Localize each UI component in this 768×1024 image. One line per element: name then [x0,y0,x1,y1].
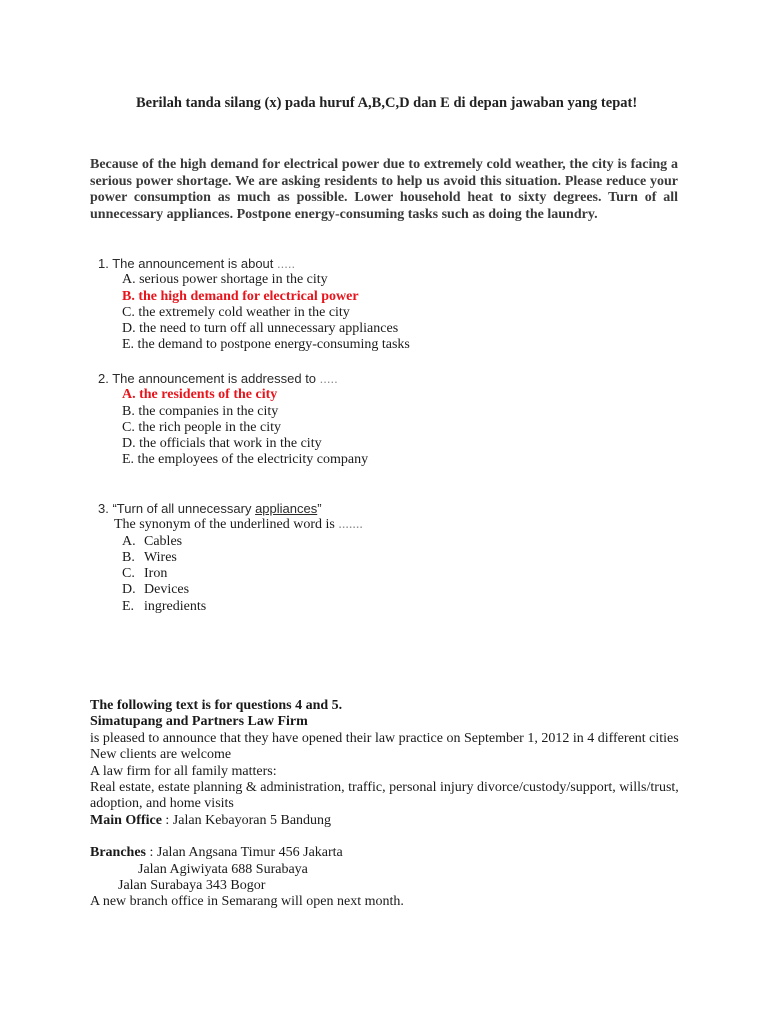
law-line-4: Real estate, estate planning & administration, traffic, personal injury divorce/custody/support, wills/trust, adoption, and home visits [90,780,679,812]
law-main-office: Main Office : Jalan Kebayoran 5 Bandung [90,812,332,828]
question-3-text: The synonym of the underlined word is [114,517,335,533]
question-2-dots: ..... [319,371,338,386]
law-intro: The following text is for questions 4 and 5. [90,698,343,713]
question-3-quote-text: “Turn of all unnecessary [112,501,256,516]
question-2-text: The announcement is addressed to [112,371,317,386]
question-3-quote [98,501,363,517]
question-1-option-a[interactable]: A. serious power shortage in the city [122,272,328,288]
question-2-option-d[interactable]: D. the officials that work in the city [122,436,322,452]
question-2-option-b[interactable]: B. the companies in the city [122,403,279,419]
question-1-option-b-answer[interactable]: B. the high demand for electrical power [122,288,359,304]
question-1-stem [98,256,410,272]
law-firm-text [90,698,710,911]
question-1-text: The announcement is about [112,256,274,271]
question-2-option-c[interactable]: C. the rich people in the city [122,419,282,435]
law-line-1: is pleased to announce that they have opened their law practice on September 1, 2012 in 4 different cities [90,730,679,746]
question-2 [98,371,368,469]
question-2-option-a-answer[interactable]: A. the residents of the city [122,387,278,403]
law-branch-2: Jalan Agiwiyata 688 Surabaya [138,861,308,877]
question-3-underlined-word: appliances [255,501,318,516]
question-2-option-e[interactable]: E. the employees of the electricity company [122,452,369,468]
question-1-number: 1. [98,256,109,271]
question-3-option-e[interactable]: E. ingredients [122,598,207,614]
question-3-dots: ....... [338,517,363,533]
question-3-option-c[interactable]: C. Iron [122,566,168,582]
question-1 [98,256,410,354]
instruction-text: Berilah tanda silang (x) pada huruf A,B,C,D dan E di depan jawaban yang tepat! [136,95,638,111]
question-3-quote-close: ” [317,501,322,516]
question-3-number: 3. [98,501,109,516]
law-branch-1: Branches : Jalan Angsana Timur 456 Jakarta [90,845,343,861]
question-1-dots: ..... [277,256,296,271]
law-branch-3: Jalan Surabaya 343 Bogor [118,878,266,894]
question-3 [98,501,363,615]
question-2-number: 2. [98,371,109,386]
law-line-3: A law firm for all family matters: [90,763,277,779]
question-3-option-b[interactable]: B. Wires [122,549,177,565]
law-line-2: New clients are welcome [90,747,232,763]
question-1-option-d[interactable]: D. the need to turn off all unnecessary appliances [122,321,399,337]
question-2-stem [98,371,368,387]
law-firm-name: Simatupang and Partners Law Firm [90,714,308,730]
question-1-option-e[interactable]: E. the demand to postpone energy-consuming tasks [122,337,410,353]
question-3-stem [98,517,363,533]
law-closing: A new branch office in Semarang will open next month. [90,894,404,910]
question-1-option-c[interactable]: C. the extremely cold weather in the city [122,304,350,320]
announcement-passage: Because of the high demand for electrical power due to extremely cold weather, the city is facing a serious power shortage. We are asking residents to help us avoid this situation. Please reduce your power consumption as much as possible. Lower household heat to sixty degrees. Turn of all unnecessary appliances. Postpone energy-consuming tasks such as doing the laundry. [90,157,678,222]
question-3-option-d[interactable]: D. Devices [122,582,190,598]
question-3-option-a[interactable]: A. Cables [122,533,183,549]
